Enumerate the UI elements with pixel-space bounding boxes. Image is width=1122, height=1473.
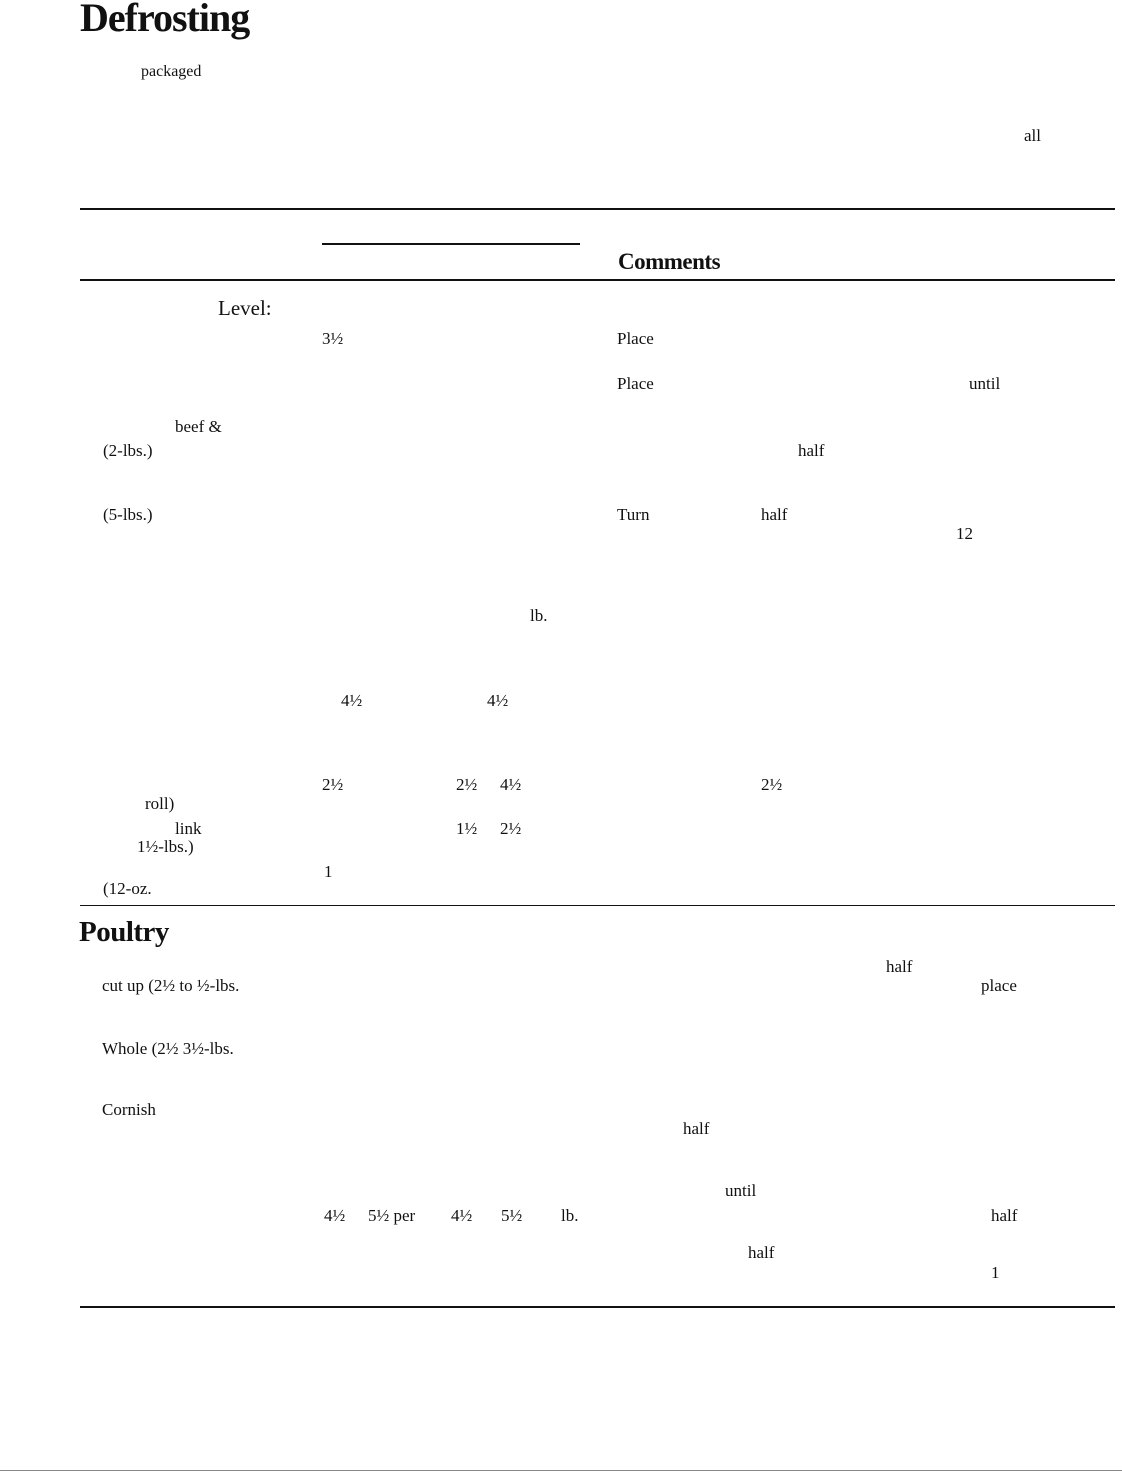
power-level-label: Level: — [218, 296, 272, 320]
meat-row-10-time-a: 1½ — [456, 819, 478, 838]
meat-row-8-time-a: 2½ — [322, 775, 344, 794]
meat-row-8-time-b: 2½ — [456, 775, 478, 794]
table-top-rule — [80, 208, 1115, 210]
meat-row-2-comment-b: until — [969, 374, 1001, 393]
poultry-row-7-time-e: lb. — [561, 1206, 579, 1225]
poultry-section-title: Poultry — [79, 916, 169, 948]
poultry-row-4-food: Cornish — [102, 1100, 156, 1119]
page-title: Defrosting — [80, 0, 250, 40]
meat-row-12-time: 1 — [324, 862, 333, 881]
poultry-row-5-comment: half — [683, 1119, 710, 1138]
meat-row-4-comment: half — [798, 441, 825, 460]
meat-row-7-time-a: 4½ — [341, 691, 363, 710]
meat-row-9-food: roll) — [145, 794, 175, 813]
poultry-row-7-time-c: 4½ — [451, 1206, 473, 1225]
page-edge-line — [0, 1470, 1122, 1471]
meat-row-5-comment-c: 12 — [956, 524, 973, 543]
table-header-rule — [80, 279, 1115, 281]
meat-row-8-comment: 2½ — [761, 775, 783, 794]
poultry-row-7-comment: half — [991, 1206, 1018, 1225]
meat-row-3-food: beef & — [175, 417, 222, 436]
meat-row-2-comment-a: Place — [617, 374, 654, 393]
meat-row-13-food: (12-oz. — [103, 879, 152, 898]
poultry-row-2-food: cut up (2½ to ½-lbs. — [102, 976, 240, 995]
table-bottom-rule — [80, 1306, 1115, 1308]
poultry-row-1-comment: half — [886, 957, 913, 976]
poultry-row-6-comment: until — [725, 1181, 757, 1200]
meat-row-5-comment-a: Turn — [617, 505, 650, 524]
meat-row-1-time: 3½ — [322, 329, 344, 348]
poultry-row-7-time-b: 5½ per — [368, 1206, 416, 1225]
poultry-row-8-comment: half — [748, 1243, 775, 1262]
meat-row-5-food: (5-lbs.) — [103, 505, 153, 524]
comments-column-header: Comments — [618, 249, 721, 274]
meat-row-10-food: link — [175, 819, 202, 838]
poultry-row-7-time-a: 4½ — [324, 1206, 346, 1225]
meat-row-11-food: 1½-lbs.) — [137, 837, 194, 856]
meat-row-7-time-b: 4½ — [487, 691, 509, 710]
poultry-row-3-food: Whole (2½ 3½-lbs. — [102, 1039, 234, 1058]
meat-row-6-time: lb. — [530, 606, 548, 625]
meat-row-10-time-b: 2½ — [500, 819, 522, 838]
meat-row-5-comment-b: half — [761, 505, 788, 524]
poultry-row-7-time-d: 5½ — [501, 1206, 523, 1225]
meat-section-bottom-rule — [80, 905, 1115, 906]
meat-row-8-time-c: 4½ — [500, 775, 522, 794]
intro-text-packaged: packaged — [141, 63, 202, 80]
poultry-row-2-comment: place — [981, 976, 1017, 995]
meat-row-1-comment: Place — [617, 329, 654, 348]
time-column-group-rule — [322, 243, 580, 245]
poultry-row-9-comment: 1 — [991, 1263, 1000, 1282]
intro-text-all: all — [1024, 126, 1041, 145]
meat-row-4-food: (2-lbs.) — [103, 441, 153, 460]
